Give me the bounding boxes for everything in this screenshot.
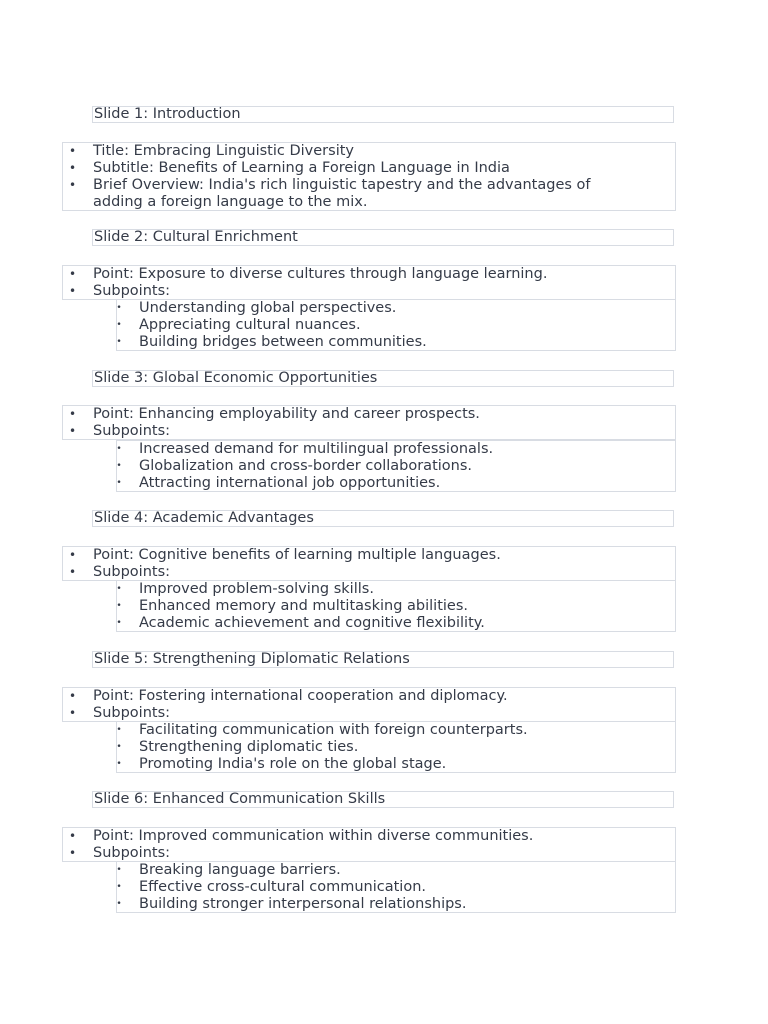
bullet-list [62,405,676,440]
subpoint-text: Academic achievement and cognitive flexibility. [139,615,485,631]
slide-heading: Slide 1: Introduction [92,106,674,123]
subpoint-text: Building stronger interpersonal relationships. [139,896,467,912]
subpoint-text: Effective cross-cultural communication. [139,879,426,895]
bullet-text: Brief Overview: India's rich linguistic tapestry and the advantages of adding a foreign language to the mix. [93,177,591,210]
bullet-text: Subpoints: [93,423,171,439]
list-item: • Increased demand for multilingual professionals. [116,441,494,457]
subpoint-text: Globalization and cross-border collaborations. [139,458,473,474]
bullet-list [62,265,676,300]
subpoint-text: Increased demand for multilingual professionals. [139,441,494,457]
list-item: • Title: Embracing Linguistic Diversity [69,143,354,159]
list-item: • Promoting India's role on the global stage. [116,756,447,772]
subpoint-text: Appreciating cultural nuances. [139,317,361,333]
bullet-list [62,142,676,211]
list-item: • Subpoints: [69,845,171,861]
bullet-text: Subpoints: [93,283,171,299]
list-item: • Breaking language barriers. [116,862,341,878]
list-item: • Effective cross-cultural communication. [116,879,426,895]
subpoint-list [116,721,676,773]
bullet-text: Subtitle: Benefits of Learning a Foreign Language in India [93,160,510,176]
bullet-text: Title: Embracing Linguistic Diversity [93,143,354,159]
list-item: • Brief Overview: India's rich linguistic tapestry and the advantages of adding a foreign language to the mix. [69,177,591,210]
bullet-text: Subpoints: [93,564,171,580]
subpoint-text: Understanding global perspectives. [139,300,397,316]
slide-heading: Slide 3: Global Economic Opportunities [92,370,674,387]
subpoint-text: Promoting India's role on the global stage. [139,756,447,772]
slide-heading: Slide 2: Cultural Enrichment [92,229,674,246]
list-item: • Point: Enhancing employability and career prospects. [69,406,480,422]
slide-heading: Slide 5: Strengthening Diplomatic Relations [92,651,674,668]
bullet-text: Subpoints: [93,705,171,721]
bullet-list [62,827,676,862]
list-item: • Building stronger interpersonal relationships. [116,896,467,912]
bullet-text: Point: Improved communication within diverse communities. [93,828,534,844]
bullet-text: Point: Cognitive benefits of learning multiple languages. [93,547,501,563]
subpoint-text: Improved problem-solving skills. [139,581,374,597]
list-item: • Academic achievement and cognitive flexibility. [116,615,485,631]
list-item: • Understanding global perspectives. [116,300,397,316]
bullet-list [62,546,676,581]
list-item: • Point: Exposure to diverse cultures through language learning. [69,266,548,282]
bullet-text: Subpoints: [93,845,171,861]
subpoint-list [116,299,676,351]
list-item: • Subpoints: [69,423,171,439]
list-item: • Subpoints: [69,705,171,721]
subpoint-text: Strengthening diplomatic ties. [139,739,359,755]
list-item: • Building bridges between communities. [116,334,427,350]
slide-heading: Slide 4: Academic Advantages [92,510,674,527]
list-item: • Point: Improved communication within diverse communities. [69,828,534,844]
list-item: • Subpoints: [69,283,171,299]
subpoint-text: Facilitating communication with foreign counterparts. [139,722,528,738]
list-item: • Facilitating communication with foreign counterparts. [116,722,528,738]
subpoint-text: Attracting international job opportunities. [139,475,441,491]
list-item: • Improved problem-solving skills. [116,581,374,597]
subpoint-text: Breaking language barriers. [139,862,341,878]
subpoint-list [116,580,676,632]
bullet-text: Point: Fostering international cooperation and diplomacy. [93,688,508,704]
subpoint-text: Enhanced memory and multitasking abilities. [139,598,468,614]
list-item: • Point: Fostering international cooperation and diplomacy. [69,688,508,704]
list-item: • Subtitle: Benefits of Learning a Foreign Language in India [69,160,510,176]
subpoint-text: Building bridges between communities. [139,334,427,350]
list-item: • Subpoints: [69,564,171,580]
subpoint-list [116,861,676,913]
list-item: • Attracting international job opportunities. [116,475,441,491]
bullet-text: Point: Exposure to diverse cultures through language learning. [93,266,548,282]
list-item: • Globalization and cross-border collaborations. [116,458,473,474]
list-item: • Enhanced memory and multitasking abilities. [116,598,468,614]
list-item: • Point: Cognitive benefits of learning multiple languages. [69,547,501,563]
list-item: • Appreciating cultural nuances. [116,317,361,333]
subpoint-list [116,440,676,492]
list-item: • Strengthening diplomatic ties. [116,739,359,755]
bullet-list [62,687,676,722]
bullet-text: Point: Enhancing employability and career prospects. [93,406,480,422]
slide-heading: Slide 6: Enhanced Communication Skills [92,791,674,808]
